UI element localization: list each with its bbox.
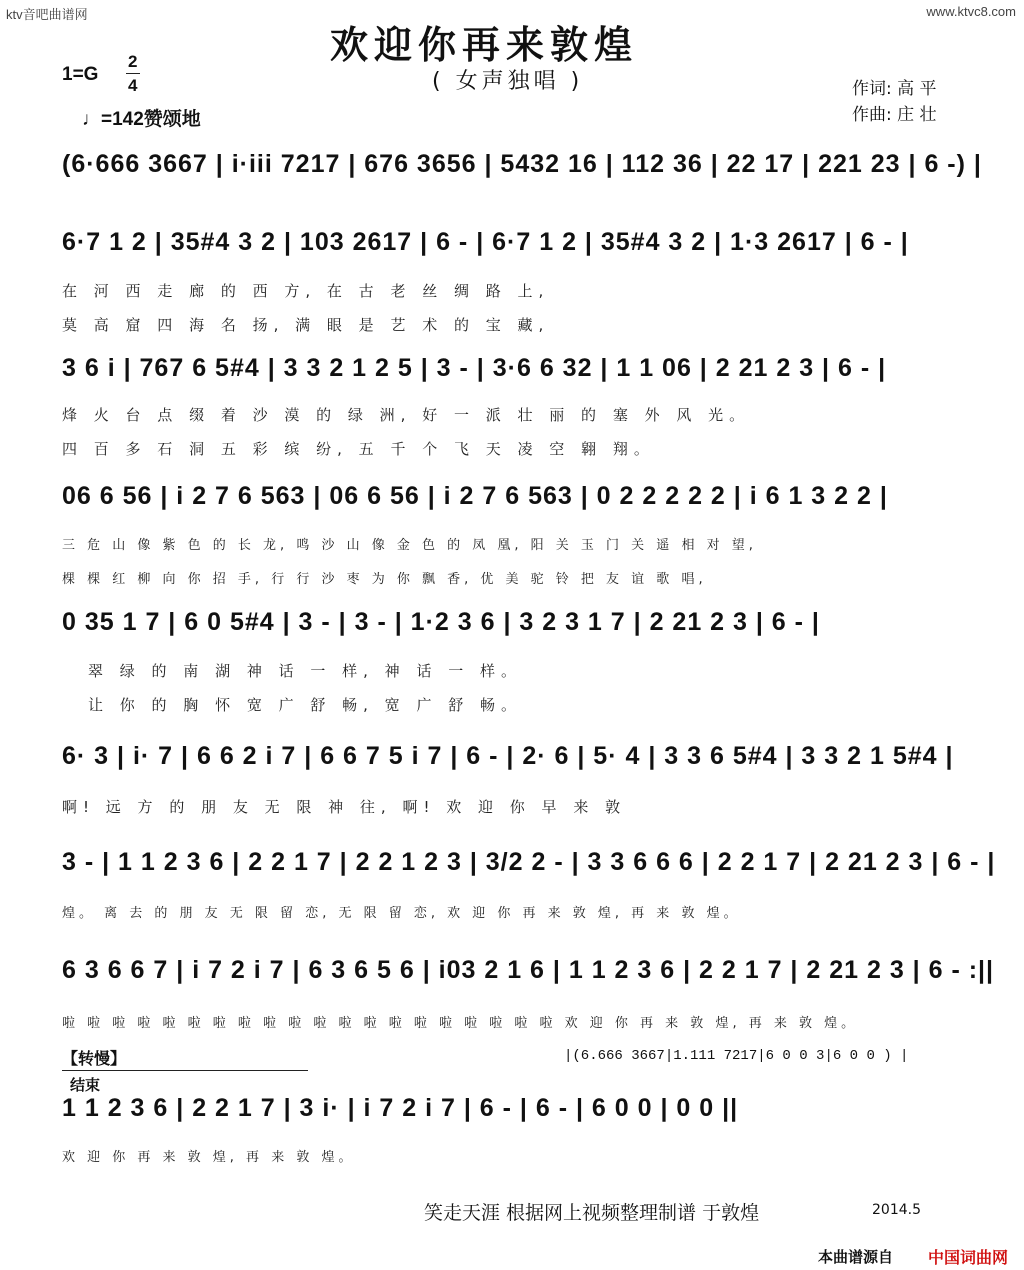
site-watermark-left: ktv音吧曲谱网: [6, 7, 88, 22]
lyric-row-5-verse-1: 翠 绿 的 南 湖 神 话 一 样, 神 话 一 样。: [88, 662, 522, 680]
song-subtitle: ( 女声独唱 ): [432, 69, 584, 94]
lyric-ending-row: 欢 迎 你 再 来 敦 煌, 再 来 敦 煌。: [62, 1150, 356, 1165]
slow-down-mark: 【转慢】: [62, 1051, 127, 1068]
time-signature-top: 2: [128, 52, 138, 71]
small-ending-notation: |(6.666 3667|1.111 7217|6 0 0 3|6 0 0 ) |: [564, 1048, 909, 1064]
song-title: 欢迎你再来敦煌: [330, 22, 639, 67]
transcription-year: 2014.5: [872, 1202, 921, 1218]
site-watermark-right: www.ktvc8.com: [926, 4, 1016, 19]
ending-mark: 结束: [70, 1077, 101, 1094]
notation-row-6: 6· 3 | i· 7 | 6 6 2 i 7 | 6 6 7 5 i 7 | 6 - | 2· 6 | 5· 4 | 3 3 6 5#4 | 3 3 2 1 5#4 |: [62, 742, 954, 770]
lyric-row-2-verse-2: 莫 高 窟 四 海 名 扬, 满 眼 是 艺 术 的 宝 藏,: [62, 316, 550, 334]
lyric-row-8: 啦 啦 啦 啦 啦 啦 啦 啦 啦 啦 啦 啦 啦 啦 啦 啦 啦 啦 啦 啦 欢 迎 你 再 来 敦 煌, 再 来 敦 煌。: [62, 1016, 859, 1031]
notation-row-2: 6·7 1 2 | 35#4 3 2 | 103 2617 | 6 - | 6·7 1 2 | 35#4 3 2 | 1·3 2617 | 6 - |: [62, 228, 909, 256]
source-label: 本曲谱源自: [818, 1248, 894, 1266]
notation-row-5: 0 35 1 7 | 6 0 5#4 | 3 - | 3 - | 1·2 3 6 | 3 2 3 1 7 | 2 21 2 3 | 6 - |: [62, 608, 820, 636]
composer-credit: 作曲: 庄 壮: [852, 105, 937, 125]
time-signature-bottom: 4: [128, 76, 138, 95]
lyric-row-6: 啊! 远 方 的 朋 友 无 限 神 往, 啊! 欢 迎 你 早 来 敦: [62, 798, 627, 816]
lyricist-credit: 作词: 高 平: [852, 79, 937, 99]
notation-ending-row: 1 1 2 3 6 | 2 2 1 7 | 3 i· | i 7 2 i 7 | 6 - | 6 - | 6 0 0 | 0 0 ||: [62, 1094, 739, 1122]
lyric-row-7: 煌。 离 去 的 朋 友 无 限 留 恋, 无 限 留 恋, 欢 迎 你 再 来 敦 煌, 再 来 敦 煌。: [62, 906, 741, 921]
lyric-row-5-verse-2: 让 你 的 胸 怀 宽 广 舒 畅, 宽 广 舒 畅。: [88, 696, 522, 714]
lyric-row-3-verse-2: 四 百 多 石 洞 五 彩 缤 纷, 五 千 个 飞 天 凌 空 翱 翔。: [62, 440, 655, 458]
time-signature-bar: [126, 73, 140, 74]
notation-row-1: (6·666 3667 | i·iii 7217 | 676 3656 | 5432 16 | 112 36 | 22 17 | 221 23 | 6 -) |: [62, 150, 982, 178]
lyric-row-4-verse-1: 三 危 山 像 紫 色 的 长 龙, 鸣 沙 山 像 金 色 的 凤 凰, 阳 关 玉 门 关 遥 相 对 望,: [62, 538, 757, 553]
notation-row-8: 6 3 6 6 7 | i 7 2 i 7 | 6 3 6 5 6 | i03 2 1 6 | 1 1 2 3 6 | 2 2 1 7 | 2 21 2 3 | 6 - :||: [62, 956, 995, 984]
slow-down-bracket: [62, 1070, 308, 1071]
key-signature: 1=G: [62, 64, 99, 85]
notation-row-3: 3 6 i | 767 6 5#4 | 3 3 2 1 2 5 | 3 - | 3·6 6 32 | 1 1 06 | 2 21 2 3 | 6 - |: [62, 354, 887, 382]
tempo-mark: ♩=142赞颂地: [82, 109, 201, 130]
notation-row-4: 06 6 56 | i 2 7 6 563 | 06 6 56 | i 2 7 6 563 | 0 2 2 2 2 2 | i 6 1 3 2 2 |: [62, 482, 888, 510]
lyric-row-3-verse-1: 烽 火 台 点 缀 着 沙 漠 的 绿 洲, 好 一 派 壮 丽 的 塞 外 风 光。: [62, 406, 751, 424]
source-brand-link[interactable]: 中国词曲网: [928, 1248, 1009, 1267]
lyric-row-2-verse-1: 在 河 西 走 廊 的 西 方, 在 古 老 丝 绸 路 上,: [62, 282, 550, 300]
lyric-row-4-verse-2: 棵 棵 红 柳 向 你 招 手, 行 行 沙 枣 为 你 飘 香, 优 美 驼 铃 把 友 谊 歌 唱,: [62, 572, 707, 587]
transcriber-credit: 笑走天涯 根据网上视频整理制谱 于敦煌: [424, 1202, 760, 1224]
notation-row-7: 3 - | 1 1 2 3 6 | 2 2 1 7 | 2 2 1 2 3 | 3/2 2 - | 3 3 6 6 6 | 2 2 1 7 | 2 21 2 3 | 6 - |: [62, 848, 996, 876]
